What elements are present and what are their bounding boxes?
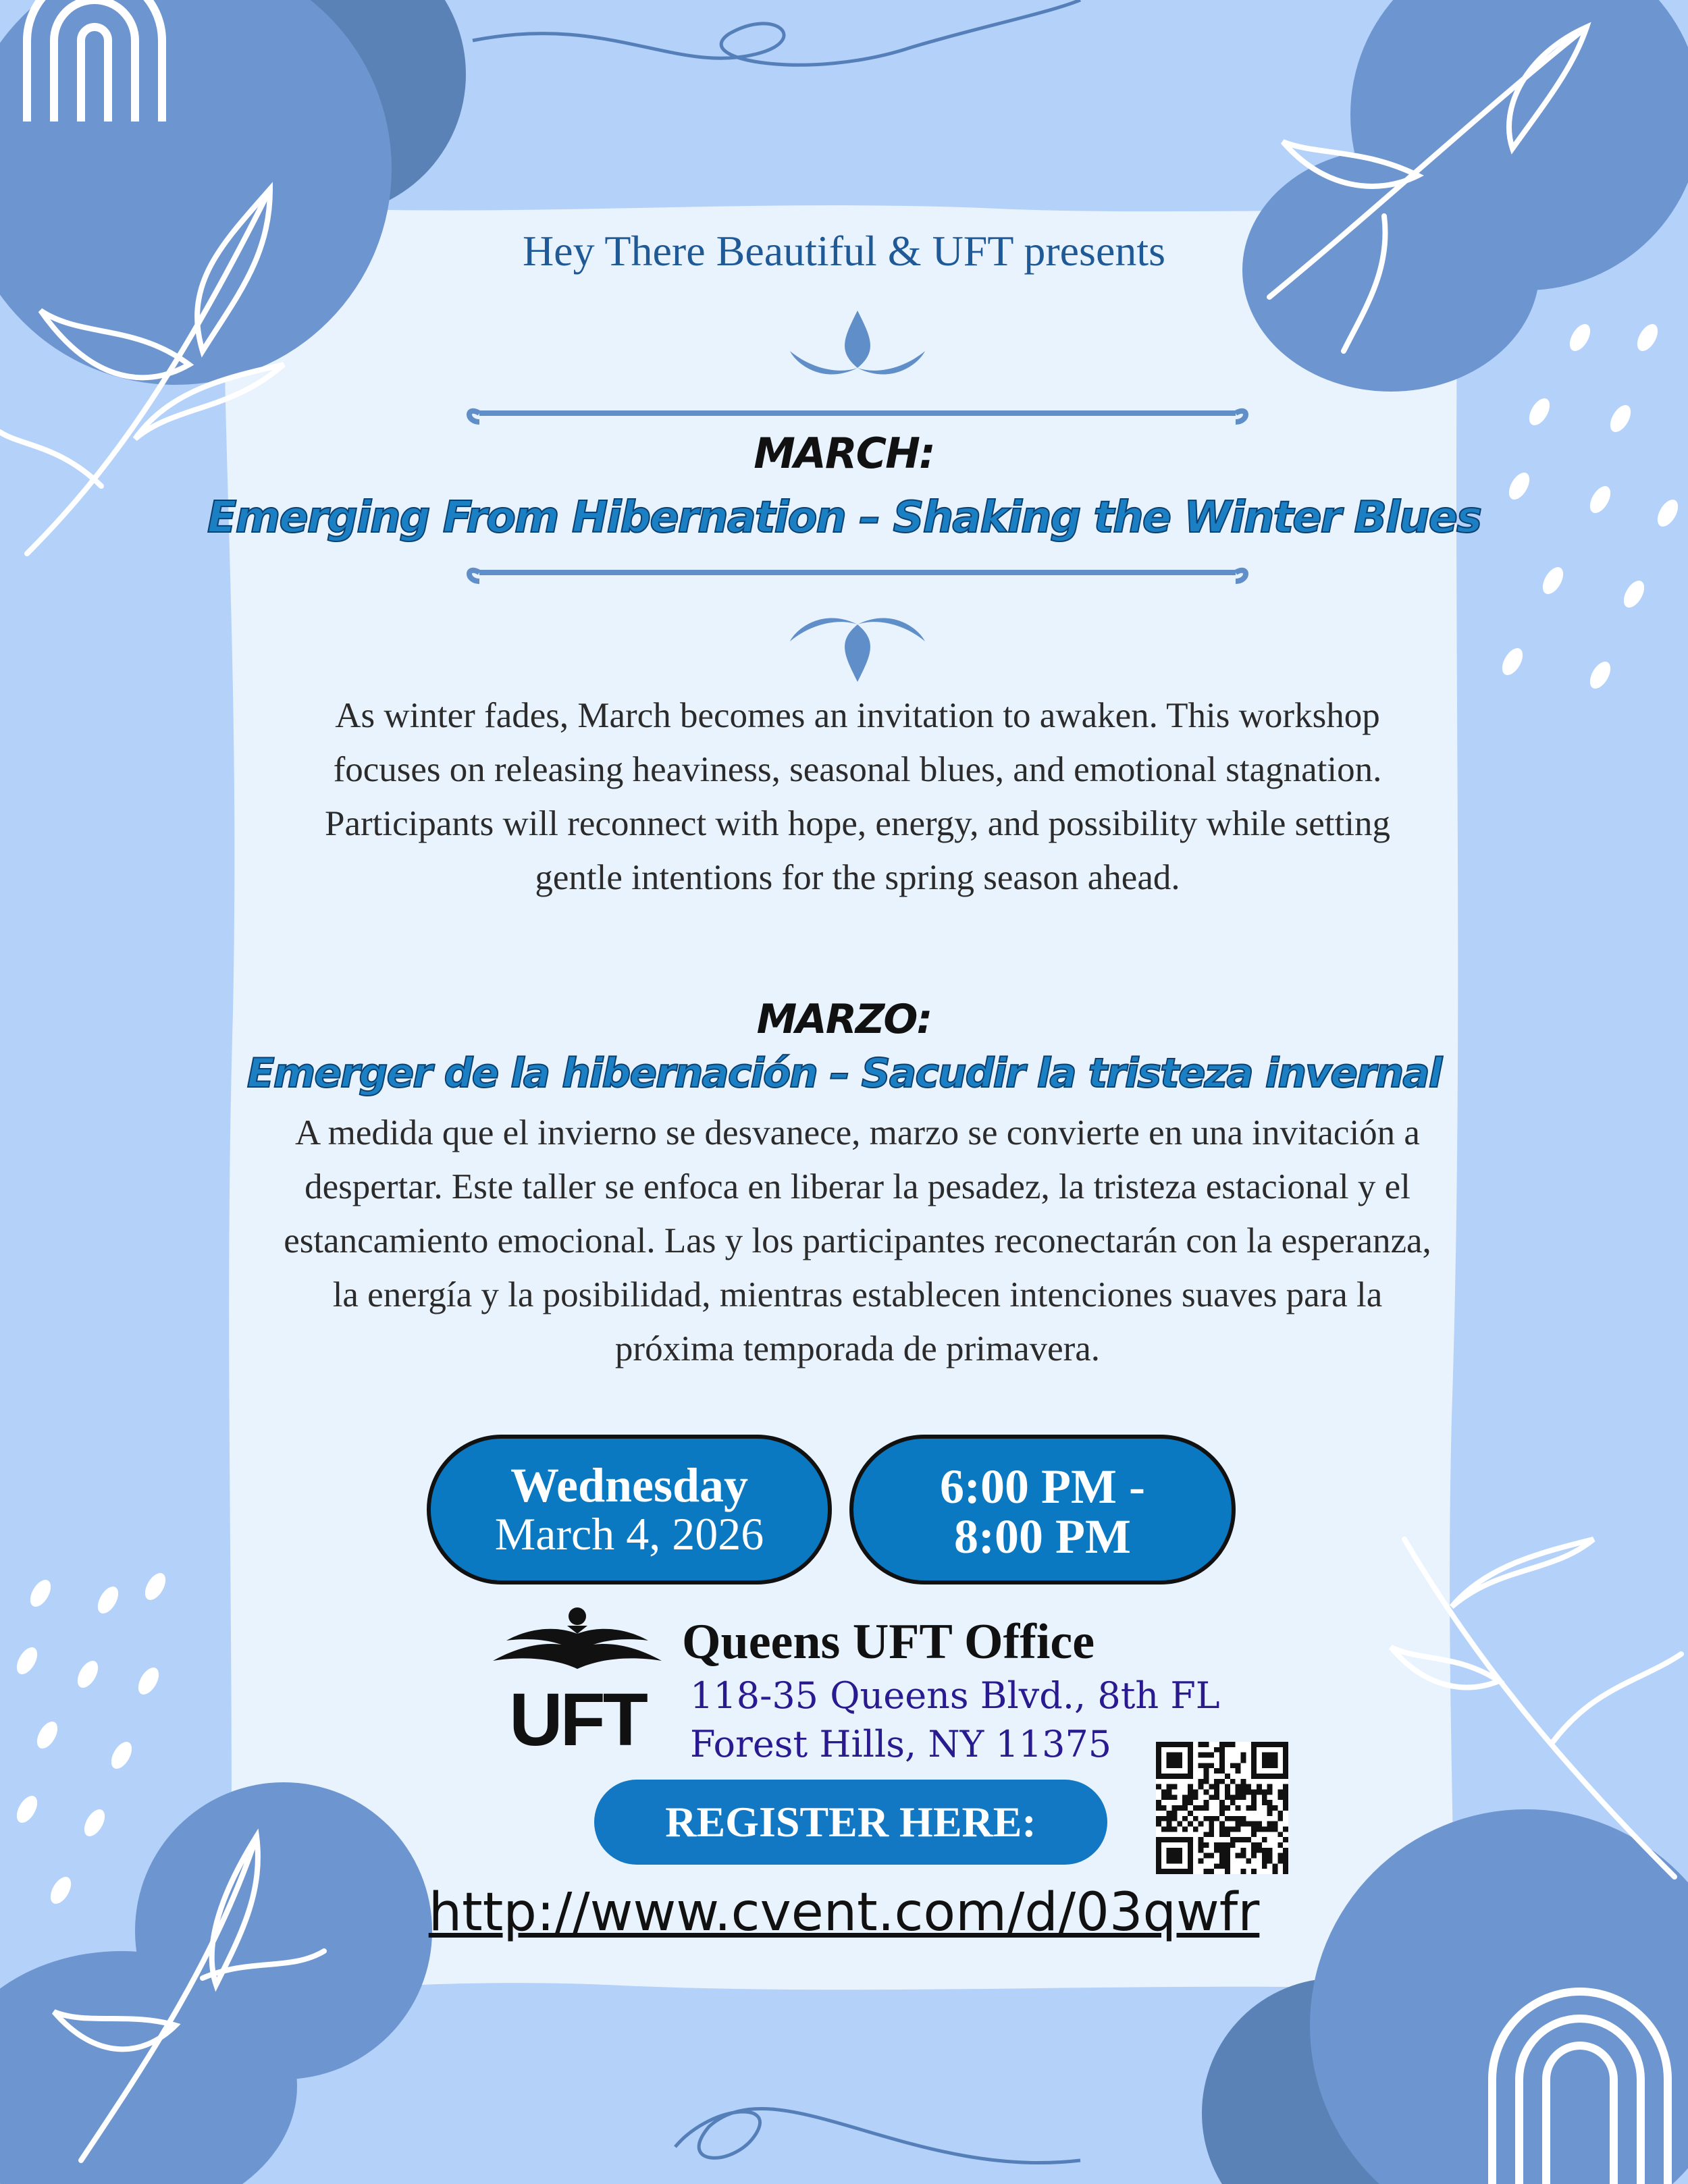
registration-link[interactable]: http://www.cvent.com/d/03qwfr (428, 1882, 1260, 1943)
qr-code-icon[interactable] (1156, 1742, 1288, 1874)
event-time-start: 6:00 PM - (940, 1460, 1145, 1514)
time-badge (849, 1435, 1236, 1584)
workshop-title-spanish: Emerger de la hibernación – Sacudir la tristeza invernal (246, 1050, 1442, 1097)
uft-logo (493, 1607, 662, 1755)
uft-logo-text: UFT (509, 1678, 645, 1755)
month-label-english: MARCH: (754, 429, 934, 478)
event-time-end: 8:00 PM (954, 1510, 1131, 1564)
description-english: As winter fades, March becomes an invitation to awaken. This workshop focuses on releasing heaviness, seasonal blues, and emotional stagnation. Participants will reconnect with hope, energy, and possibility while setting gentle intentions for the spring season ahead. (325, 696, 1390, 897)
date-badge (427, 1435, 832, 1584)
address-line-1: 118-35 Queens Blvd., 8th FL (690, 1674, 1220, 1717)
event-date: March 4, 2026 (494, 1508, 764, 1560)
month-label-spanish: MARZO: (756, 996, 932, 1043)
event-day: Wednesday (510, 1458, 749, 1512)
description-spanish: A medida que el invierno se desvanece, marzo se convierte en una invitación a despertar. Este taller se enfoca en liberar la pesadez, la tristeza estacional y el estancamiento emocional. Las y los participantes reconectarán con la esperanza, la energía y la posibilidad, mientras establecen intenciones suaves para la próxima temporada de primavera. (284, 1113, 1431, 1368)
workshop-title-english: Emerging From Hibernation – Shaking the Winter Blues (207, 493, 1481, 543)
open-book-icon (493, 1607, 662, 1669)
office-name: Queens UFT Office (682, 1614, 1095, 1670)
address-line-2: Forest Hills, NY 11375 (690, 1723, 1112, 1765)
presents-line: Hey There Beautiful & UFT presents (522, 227, 1166, 275)
register-button[interactable]: REGISTER HERE: (594, 1780, 1107, 1865)
